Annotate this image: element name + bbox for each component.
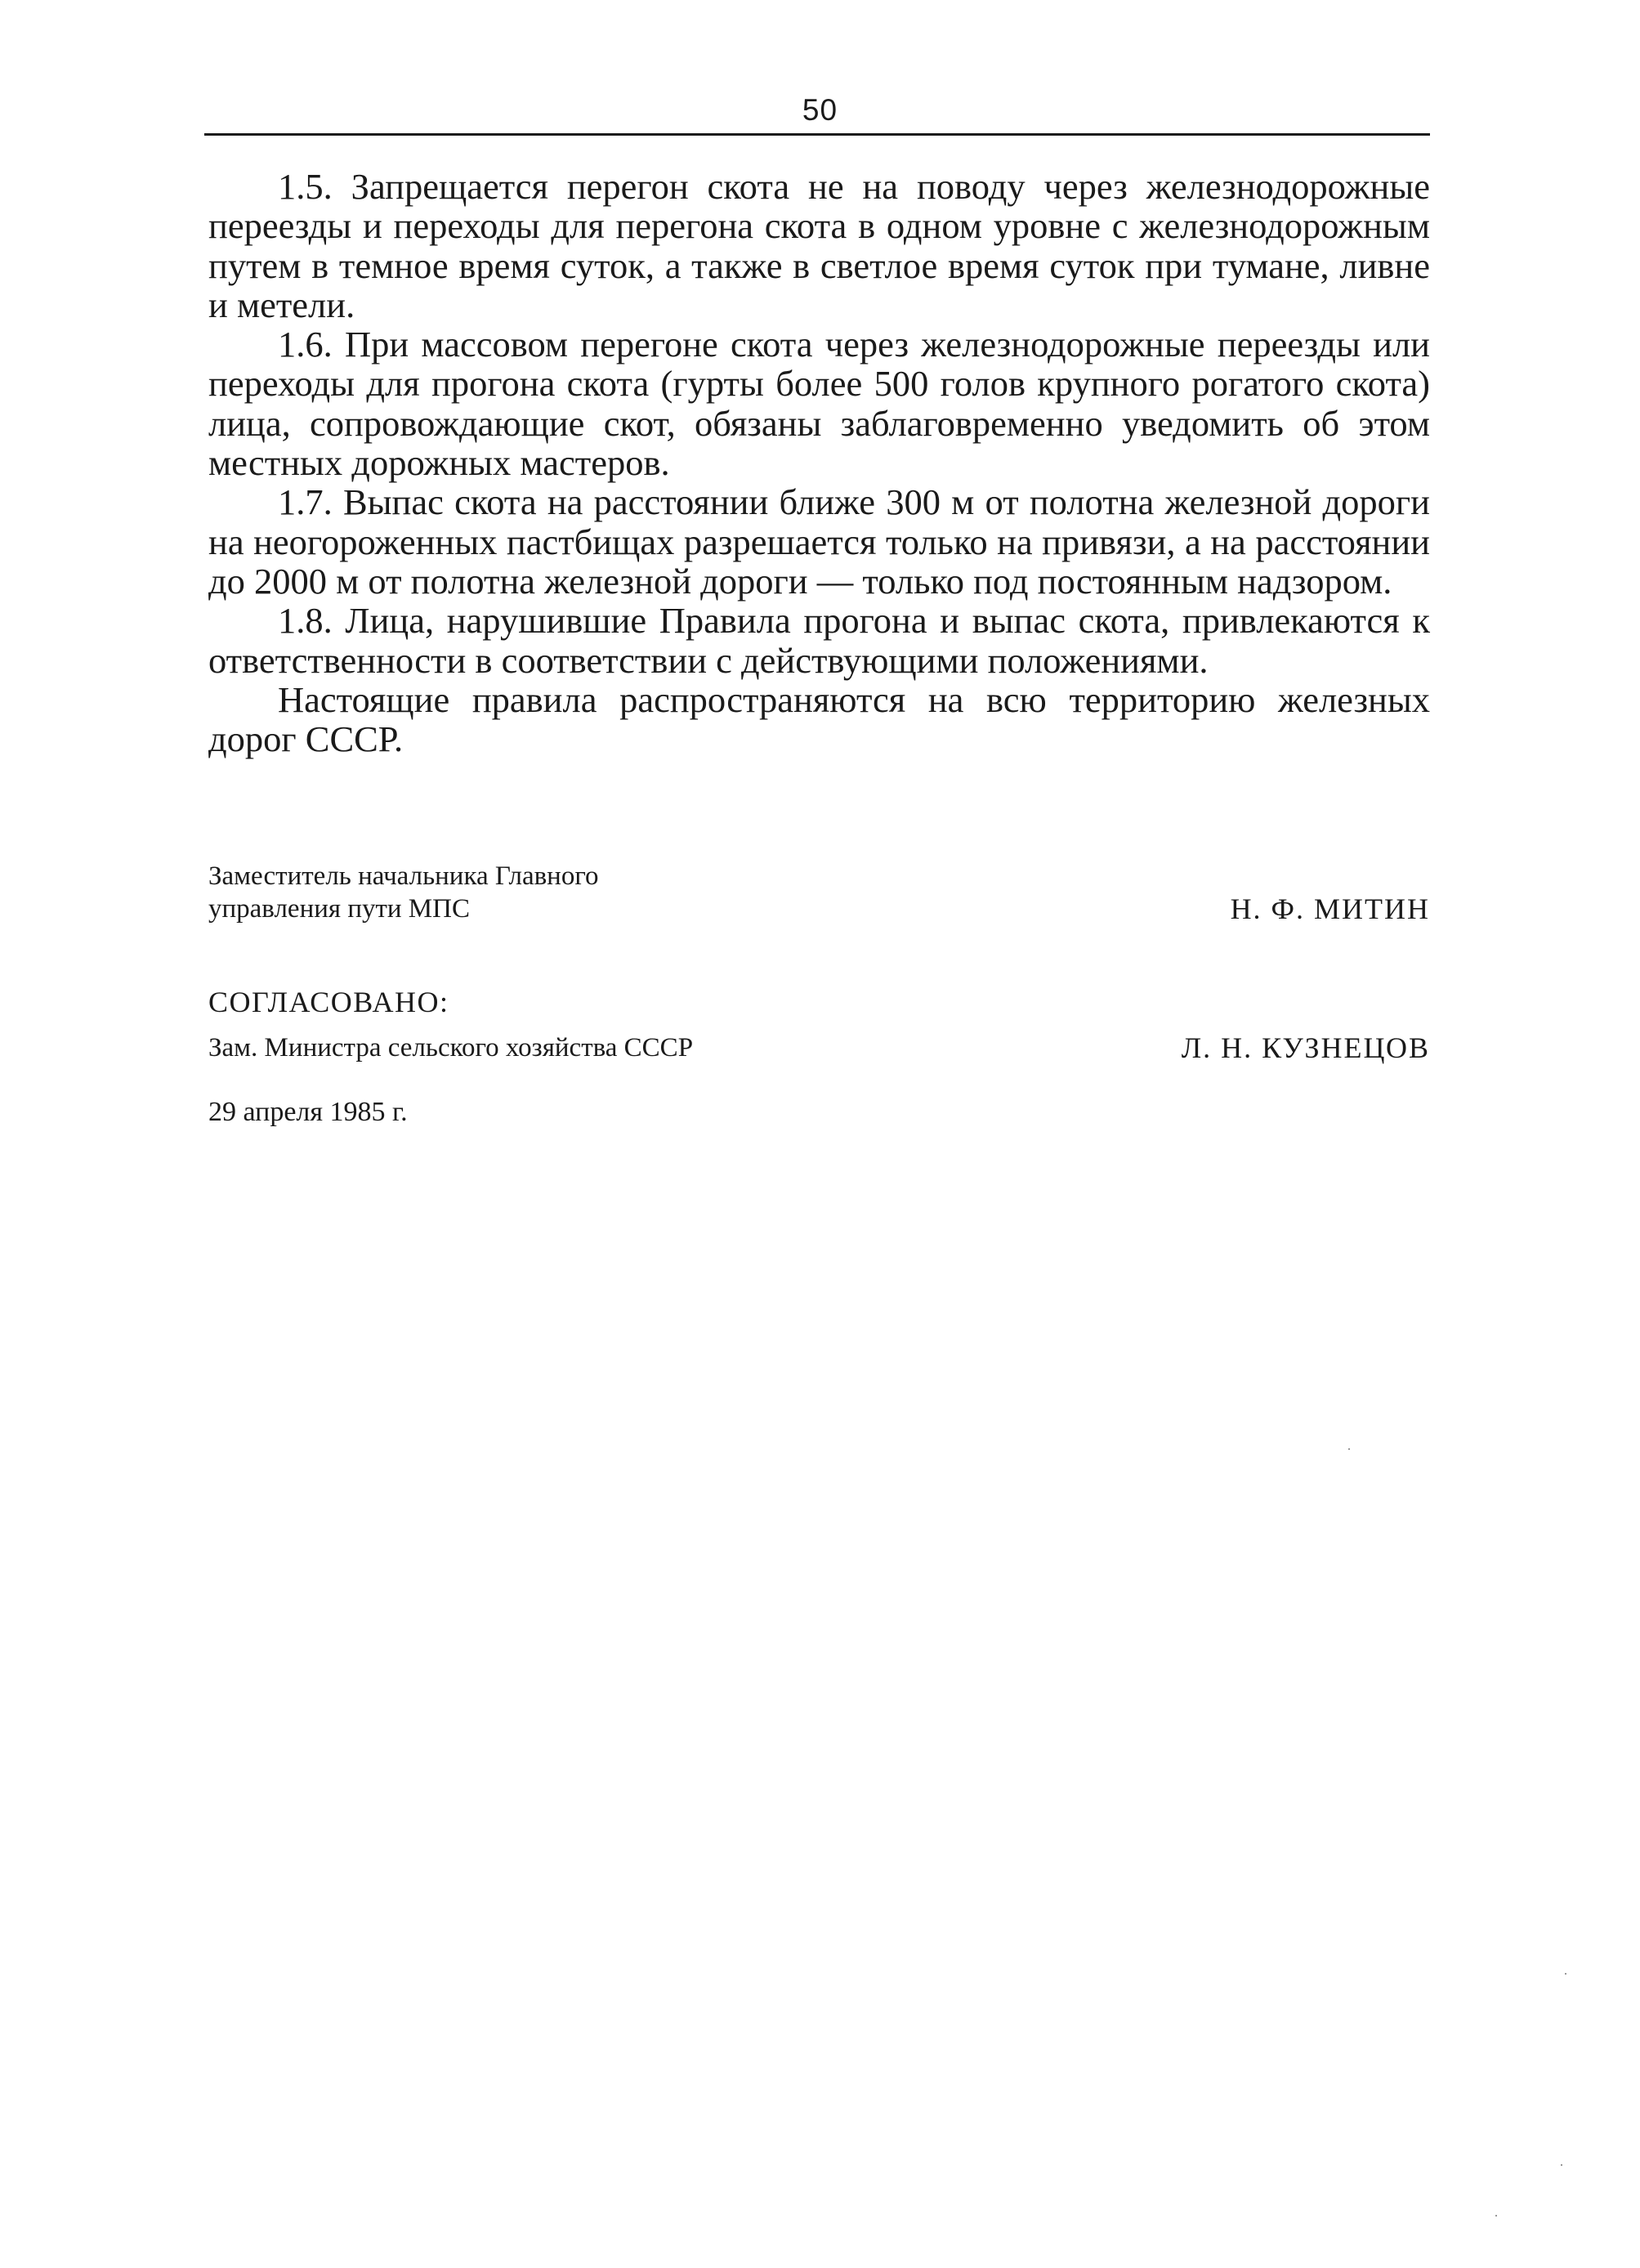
signatory-name-1: Н. Ф. МИТИН — [1230, 892, 1430, 925]
header-rule — [204, 133, 1430, 136]
signatory-name-2: Л. Н. КУЗНЕЦОВ — [1181, 1031, 1430, 1064]
signatory-title-2: Зам. Министра сельского хозяйства СССР — [208, 1033, 694, 1062]
paragraph-1-5: 1.5. Запрещается перегон скота не на поводу через железнодорожные переезды и переходы для перегона скота в одном уровне с железнодорожным путем в темное время суток, а также в светлое время суток при тумане, ливне и метели. — [208, 166, 1430, 325]
paragraph-1-8: 1.8. Лица, нарушившие Правила прогона и выпас скота, привлекаются к ответственности в соответствии с действующими положениями. — [208, 600, 1430, 681]
agreed-label: СОГЛАСОВАНО: — [208, 986, 449, 1018]
paragraph-1-6: 1.6. При массовом перегоне скота через железнодорожные переезды или переходы для прогона скота (гурты более 500 голов крупного рогатого скота) лица, сопровождающие скот, обязаны заблаговременно уведомить об этом местных дорожных мастеров. — [208, 324, 1430, 484]
document-body — [208, 167, 1430, 758]
paragraph-scope: Настоящие правила распространяются на всю территорию железных дорог СССР. — [208, 678, 1430, 760]
paragraph-1-7: 1.7. Выпас скота на расстоянии ближе 300 м от полотна железной дороги на неогороженных пастбищах разрешается только на привязи, а на расстоянии до 2000 м от полотна железной дороги — только под постоянным надзором. — [208, 481, 1430, 602]
scan-speck — [1561, 2164, 1562, 2166]
signatory-title-line2: управления пути МПС — [208, 894, 470, 924]
scan-speck — [1565, 1973, 1566, 1975]
signature-block-1 — [208, 860, 1430, 925]
page-number: 50 — [802, 93, 838, 127]
scan-speck — [1495, 2215, 1497, 2217]
signatory-title-line1: Заместитель начальника Главного — [208, 861, 599, 891]
signature-block-2 — [208, 1031, 1430, 1064]
document-date: 29 апреля 1985 г. — [208, 1097, 408, 1127]
scan-speck — [1348, 1448, 1350, 1450]
